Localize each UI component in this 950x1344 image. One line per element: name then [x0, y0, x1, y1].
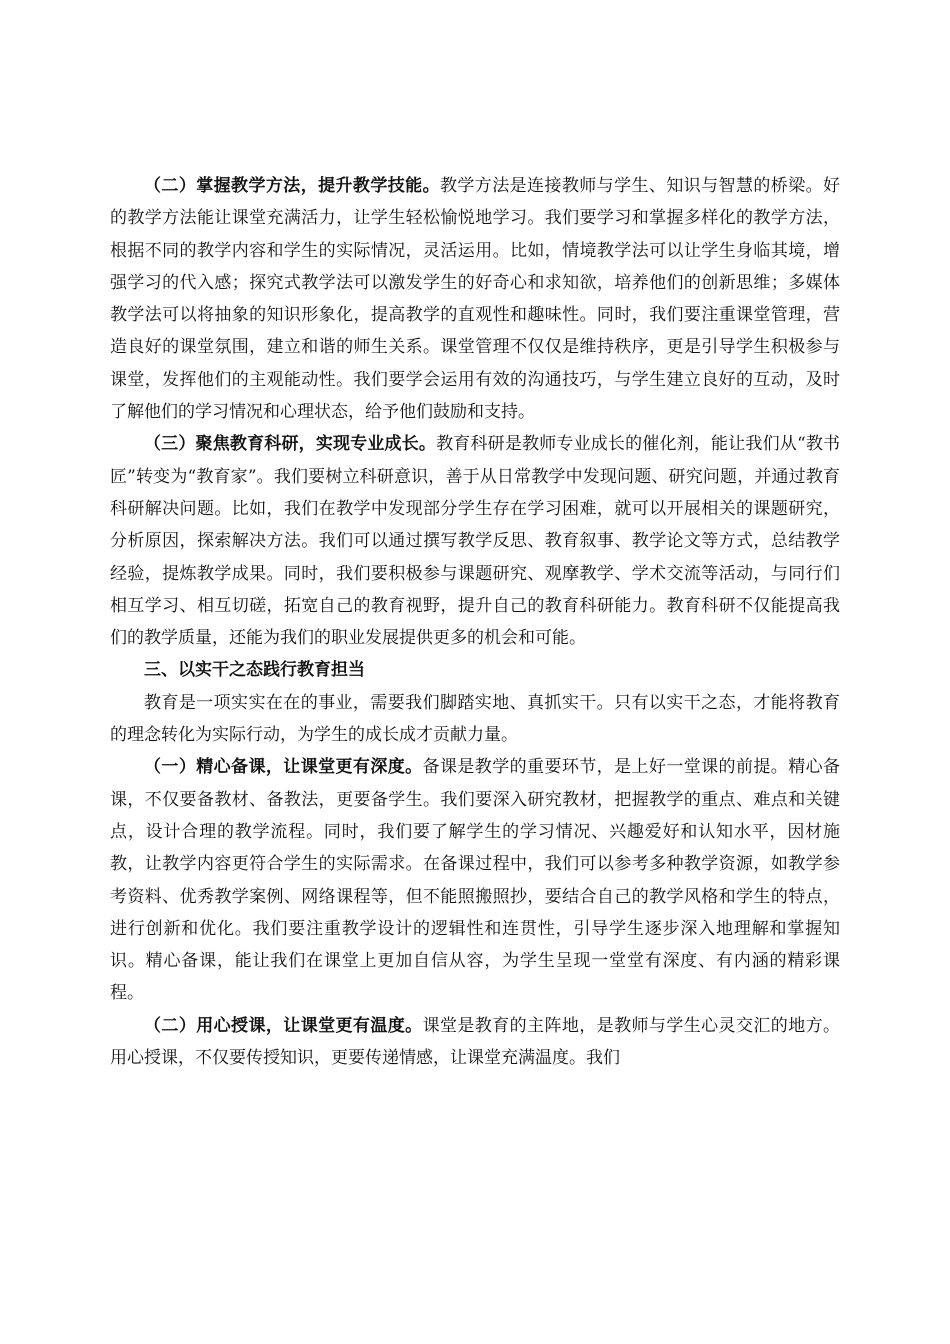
paragraph-teaching-methods — [110, 170, 840, 428]
paragraph-lead: （一）精心备课，让课堂更有深度。 — [144, 757, 423, 778]
paragraph-body: 课堂是教育的主阵地，是教师与学生心灵交汇的地方。用心授课，不仅要传授知识，更要传递情感，让课堂充满温度。我们 — [110, 1015, 841, 1069]
paragraph-education-research — [110, 428, 840, 654]
paragraph-body: 备课是教学的重要环节，是上好一堂课的前提。精心备课，不仅要备教材、备教法，更要备学生。我们要深入研究教材，把握教学的重点、难点和关键点，设计合理的教学流程。同时，我们要了解学生的学习情况、兴趣爱好和认知水平，因材施教，让教学内容更符合学生的实际需求。在备课过程中，我们可以参考多种教学资源，如教学参考资料、优秀教学案例、网络课程等，但不能照搬照抄，要结合自己的教学风格和学生的特点，进行创新和优化。我们要注重教学设计的逻辑性和连贯性，引导学生逐步深入地理解和掌握知识。精心备课，能让我们在课堂上更加自信从容，为学生呈现一堂堂有深度、有内涵的精彩课程。 — [110, 757, 841, 1004]
paragraph-lesson-prep — [110, 751, 840, 1009]
paragraph-lead: （二）用心授课，让课堂更有温度。 — [144, 1015, 423, 1036]
paragraph-body: 教育是一项实实在在的事业，需要我们脚踏实地、真抓实干。只有以实干之态，才能将教育的理念转化为实际行动，为学生的成长成才贡献力量。 — [110, 692, 840, 746]
paragraph-body: 教育科研是教师专业成长的催化剂，能让我们从“教书匠”转变为“教育家”。我们要树立科研意识，善于从日常教学中发现问题、研究问题，并通过教育科研解决问题。比如，我们在教学中发现部分学生存在学习困难，就可以开展相关的课题研究，分析原因，探索解决方法。我们可以通过撰写教学反思、教育叙事、教学论文等方式，总结教学经验，提炼教学成果。同时，我们要积极参与课题研究、观摩教学、学术交流等活动，与同行们相互学习、相互切磋，拓宽自己的教育视野，提升自己的教育科研能力。教育科研不仅能提高我们的教学质量，还能为我们的职业发展提供更多的机会和可能。 — [110, 434, 840, 649]
paragraph-body: 教学方法是连接教师与学生、知识与智慧的桥梁。好的教学方法能让课堂充满活力，让学生轻松愉悦地学习。我们要学习和掌握多样化的教学方法，根据不同的教学内容和学生的实际情况，灵活运用。比如，情境教学法可以让学生身临其境，增强学习的代入感；探究式教学法可以激发学生的好奇心和求知欲，培养他们的创新思维；多媒体教学法可以将抽象的知识形象化，提高教学的直观性和趣味性。同时，我们要注重课堂管理，营造良好的课堂氛围，建立和谐的师生关系。课堂管理不仅仅是维持秩序，更是引导学生积极参与课堂，发挥他们的主观能动性。我们要学会运用有效的沟通技巧，与学生建立良好的互动，及时了解他们的学习情况和心理状态，给予他们鼓励和支持。 — [110, 176, 841, 423]
paragraph-lead: （二）掌握教学方法，提升教学技能。 — [144, 176, 440, 196]
section-heading: 三、以实干之态践行教育担当 — [144, 660, 365, 681]
paragraph-section-intro — [110, 687, 840, 752]
document-page — [110, 170, 840, 1074]
paragraph-lead: （三）聚焦教育科研，实现专业成长。 — [144, 434, 437, 455]
paragraph-teaching-with-heart — [110, 1010, 840, 1075]
